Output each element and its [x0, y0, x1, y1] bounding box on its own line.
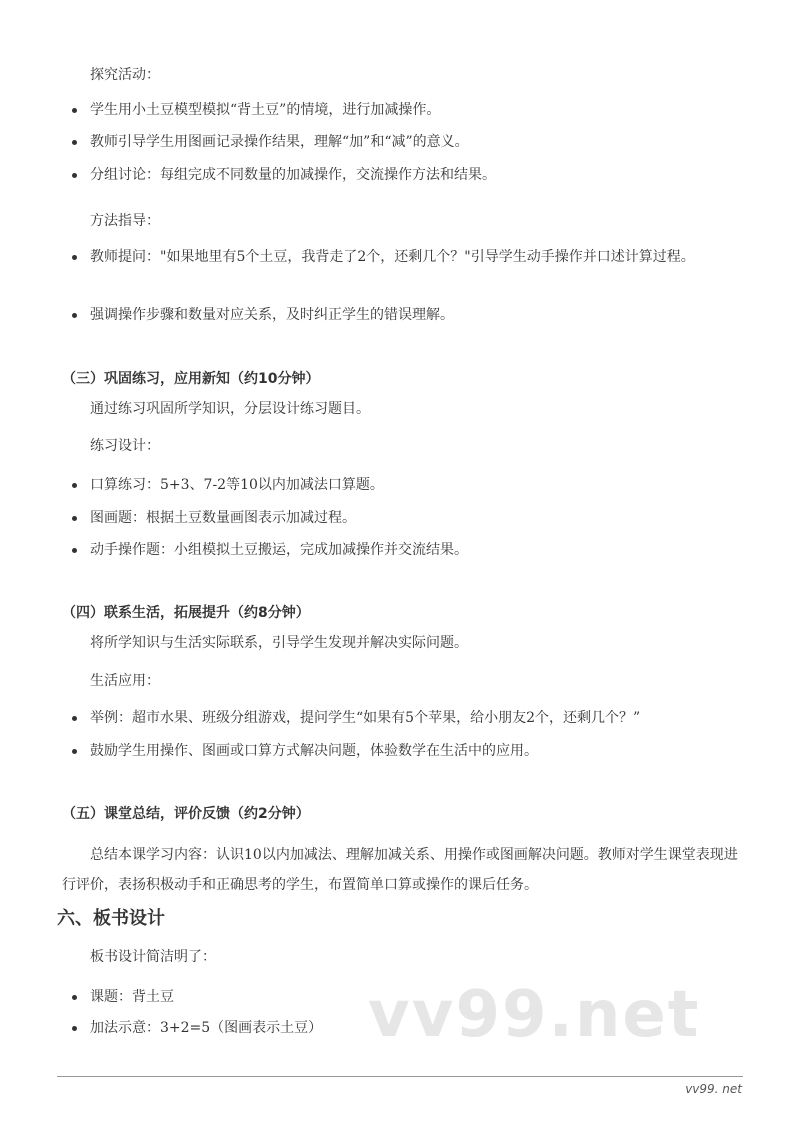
list-item-text: 强调操作步骤和数量对应关系，及时纠正学生的错误理解。 [90, 307, 454, 323]
bullet-icon [72, 140, 77, 145]
bullet-icon [72, 516, 77, 521]
watermark: vv99.net [368, 978, 701, 1052]
exploration-label: 探究活动： [90, 67, 160, 83]
bullet-icon [72, 173, 77, 178]
practice-intro: 通过练习巩固所学知识，分层设计练习题目。 [90, 401, 370, 417]
bullet-icon [72, 548, 77, 553]
section-heading-life: （四）联系生活，拓展提升（约8分钟） [62, 605, 310, 621]
life-intro: 将所学知识与生活实际联系，引导学生发现并解决实际问题。 [90, 635, 468, 651]
life-label: 生活应用： [90, 673, 160, 689]
section-heading-board: 六、板书设计 [57, 908, 165, 929]
list-item-text: 口算练习：5+3、7-2等10以内加减法口算题。 [90, 477, 384, 493]
footer-divider [57, 1076, 743, 1077]
bullet-icon [72, 1026, 77, 1031]
list-item-text: 鼓励学生用操作、图画或口算方式解决问题，体验数学在生活中的应用。 [90, 743, 538, 759]
list-item-text: 学生用小土豆模型模拟“背土豆”的情境，进行加减操作。 [90, 102, 441, 118]
list-item-text: 教师引导学生用图画记录操作结果，理解“加”和“减”的意义。 [90, 134, 469, 150]
list-item-text: 课题：背土豆 [90, 989, 174, 1005]
list-item-text: 动手操作题：小组模拟土豆搬运，完成加减操作并交流结果。 [90, 542, 468, 558]
method-label: 方法指导： [90, 213, 160, 229]
list-item-text: 举例：超市水果、班级分组游戏，提问学生“如果有5个苹果，给小朋友2个，还剩几个？” [90, 710, 641, 726]
bullet-icon [72, 483, 77, 488]
board-intro: 板书设计简洁明了： [90, 949, 216, 965]
bullet-icon [72, 995, 77, 1000]
bullet-icon [72, 749, 77, 754]
bullet-icon [72, 313, 77, 318]
list-item-text: 分组讨论：每组完成不同数量的加减操作，交流操作方法和结果。 [90, 167, 496, 183]
bullet-icon [72, 716, 77, 721]
bullet-icon [72, 108, 77, 113]
list-item-text: 教师提问："如果地里有5个土豆，我背走了2个，还剩几个？"引导学生动手操作并口述计算过程。 [90, 249, 695, 265]
list-item-text: 加法示意：3+2=5（图画表示土豆） [90, 1020, 323, 1036]
practice-label: 练习设计： [90, 438, 160, 454]
section-heading-practice: （三）巩固练习，应用新知（约10分钟） [62, 371, 320, 387]
list-item-text: 图画题：根据土豆数量画图表示加减过程。 [90, 510, 356, 526]
bullet-icon [72, 255, 77, 260]
summary-paragraph: 总结本课学习内容：认识10以内加减法、理解加减关系、用操作或图画解决问题。教师对学生课堂表现进行评价，表扬积极动手和正确思考的学生，布置简单口算或操作的课后任务。 [62, 847, 738, 893]
footer-site-label: vv99. net [685, 1082, 742, 1096]
section-heading-summary: （五）课堂总结，评价反馈（约2分钟） [62, 806, 310, 822]
